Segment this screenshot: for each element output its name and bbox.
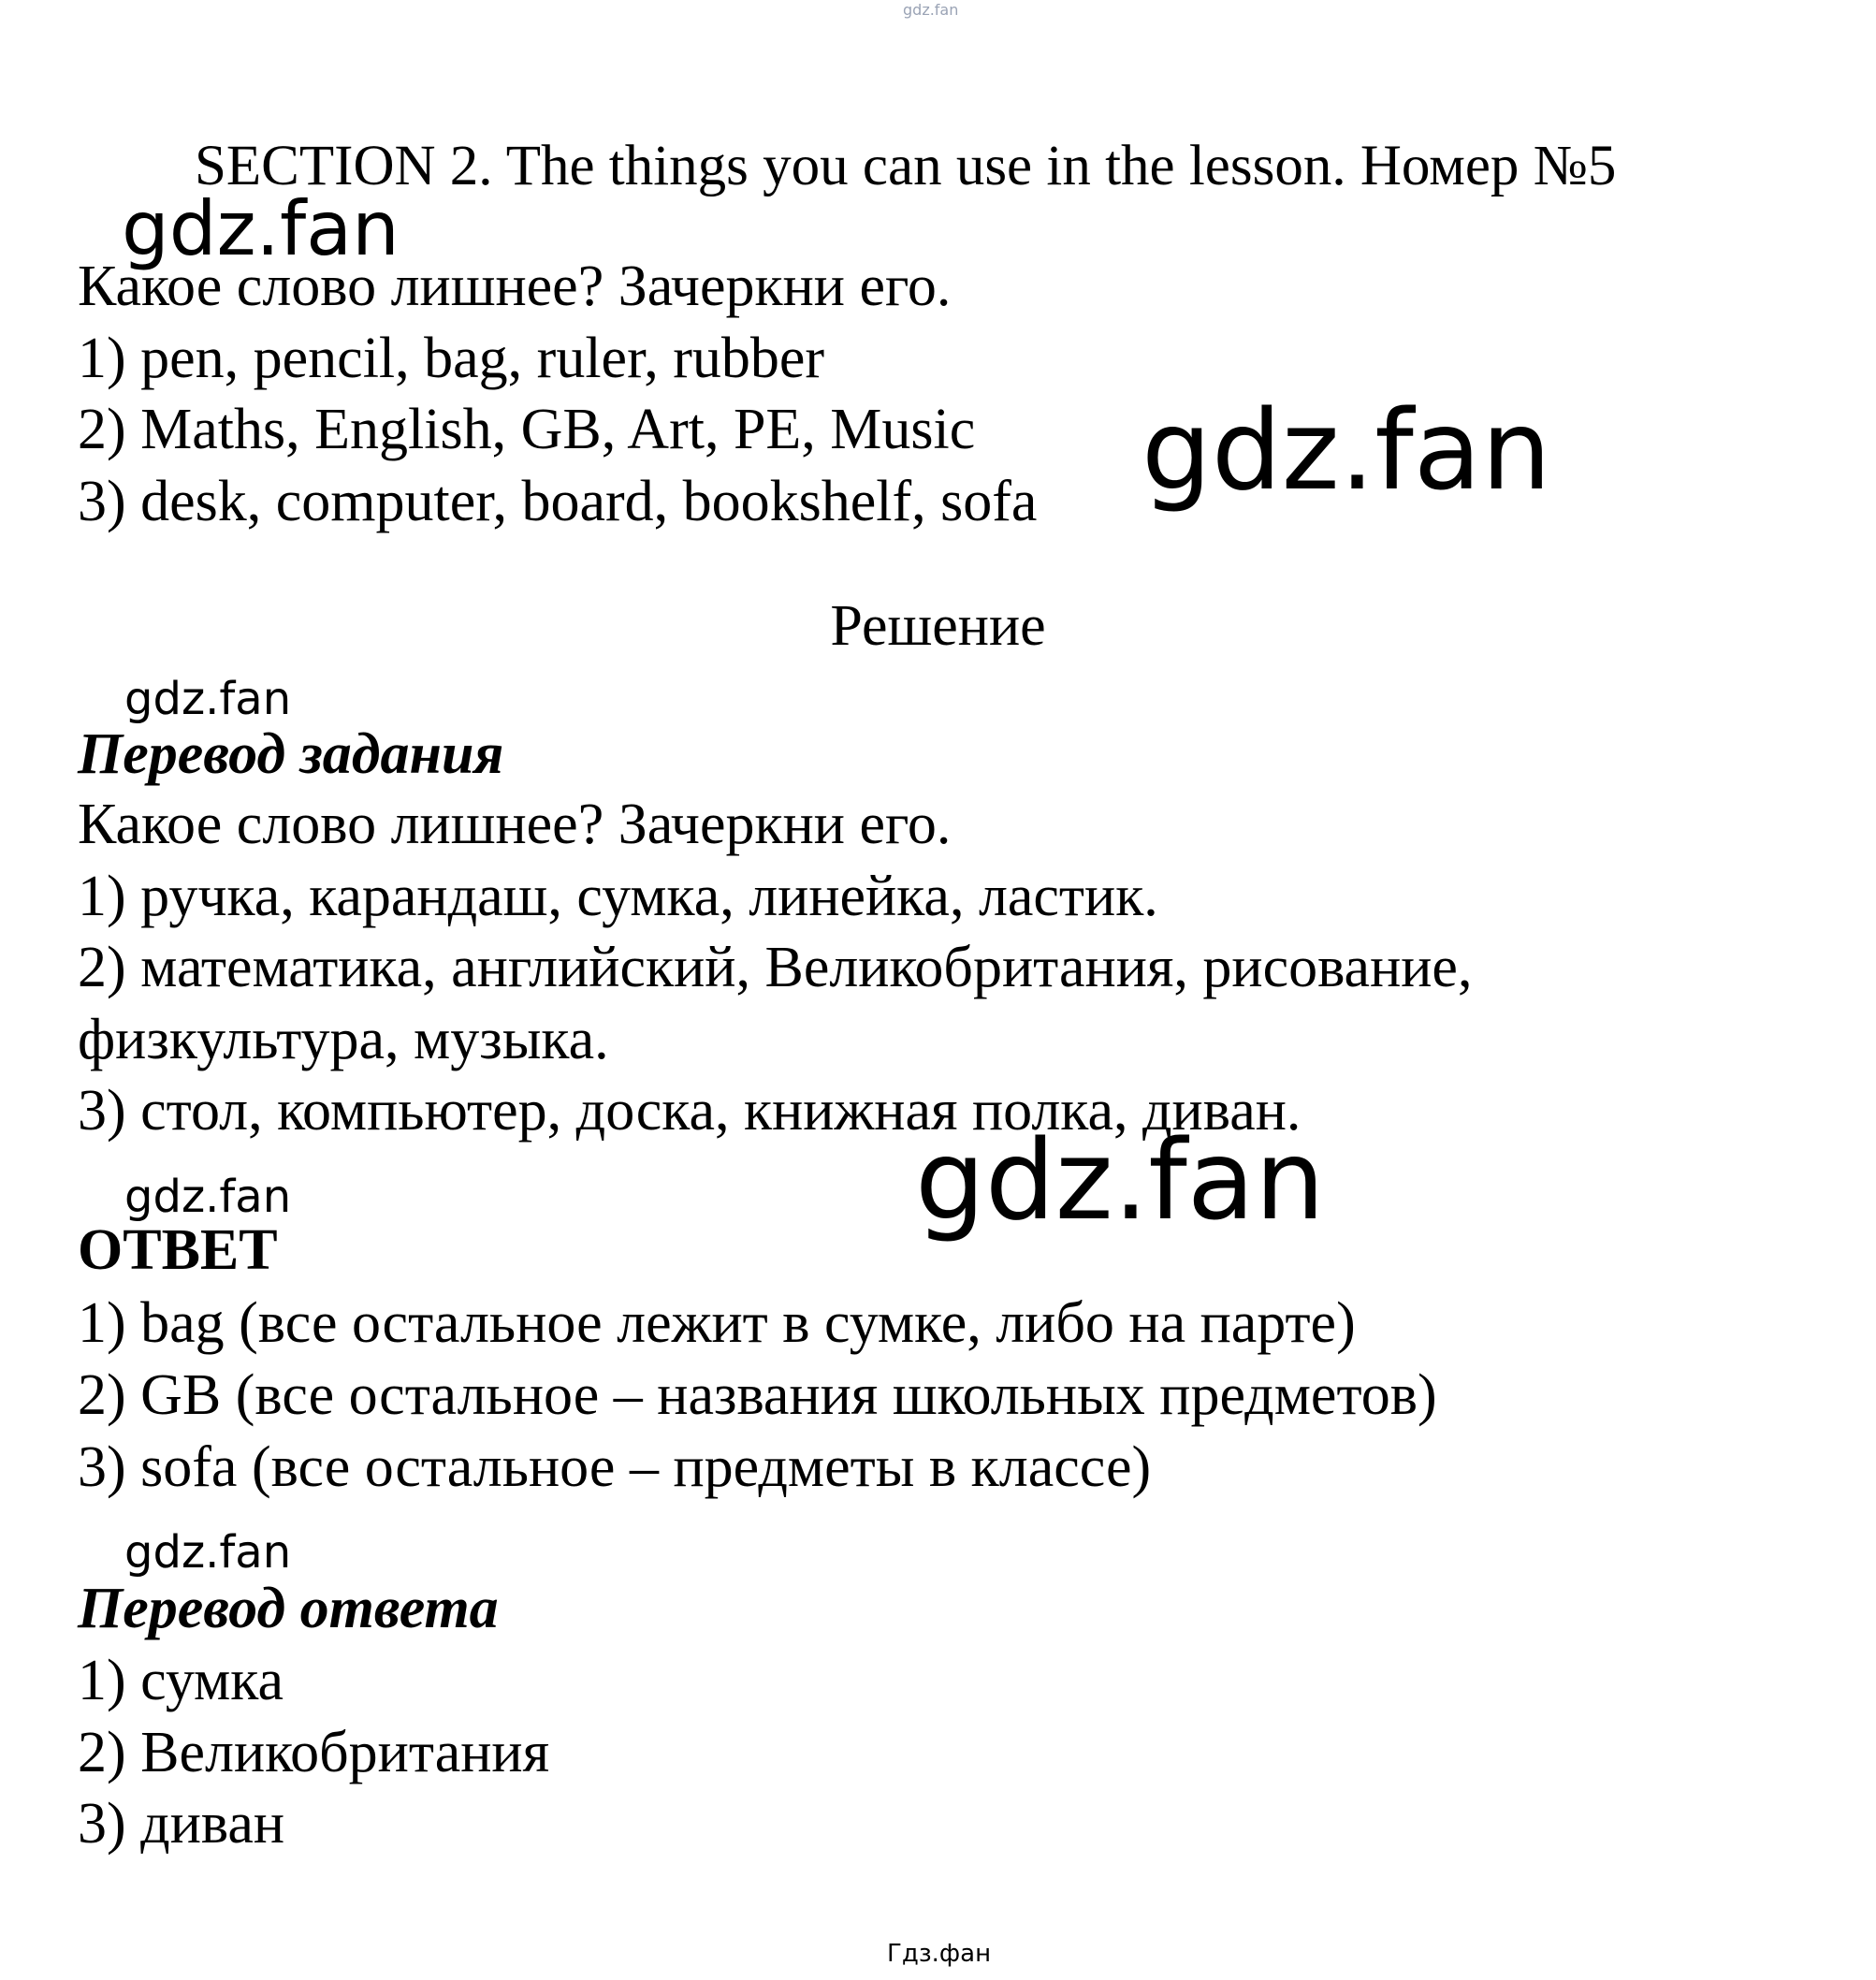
answer-item: 2) GB (все остальное – названия школьных предметов): [78, 1363, 1437, 1427]
watermark-bottom: Гдз.фан: [887, 1940, 992, 1968]
task-prompt: Какое слово лишнее? Зачеркни его.: [78, 255, 952, 318]
answer-translation-item: 2) Великобритания: [78, 1721, 550, 1784]
task-item: 2) Maths, English, GB, Art, PE, Music: [78, 398, 976, 461]
watermark: gdz.fan: [1142, 386, 1551, 515]
watermark: gdz.fan: [124, 1171, 292, 1223]
task-item: 3) desk, computer, board, bookshelf, sofa: [78, 470, 1038, 533]
watermark: gdz.fan: [915, 1115, 1325, 1245]
page-title: SECTION 2. The things you can use in the lesson. Номер №5: [195, 135, 1617, 197]
translation-heading: Перевод задания: [78, 722, 504, 786]
translation-item: 2) математика, английский, Великобритания, рисование,: [78, 936, 1473, 999]
answer-translation-item: 1) сумка: [78, 1649, 284, 1712]
solution-heading: Решение: [830, 594, 1046, 658]
answer-item: 1) bag (все остальное лежит в сумке, либо на парте): [78, 1291, 1356, 1355]
watermark: gdz.fan: [124, 673, 292, 725]
translation-item: 1) ручка, карандаш, сумка, линейка, ластик.: [78, 865, 1158, 928]
translation-item: 3) стол, компьютер, доска, книжная полка, диван.: [78, 1079, 1302, 1143]
answer-heading: ОТВЕТ: [78, 1218, 278, 1282]
translation-item: физкультура, музыка.: [78, 1008, 609, 1071]
watermark-top: gdz.fan: [903, 1, 959, 19]
task-item: 1) pen, pencil, bag, ruler, rubber: [78, 327, 825, 390]
watermark: gdz.fan: [122, 185, 400, 272]
watermark: gdz.fan: [124, 1526, 292, 1579]
answer-translation-item: 3) диван: [78, 1792, 285, 1856]
answer-item: 3) sofa (все остальное – предметы в классе): [78, 1435, 1152, 1499]
translation-prompt: Какое слово лишнее? Зачеркни его.: [78, 793, 952, 856]
answer-translation-heading: Перевод ответа: [78, 1577, 499, 1640]
